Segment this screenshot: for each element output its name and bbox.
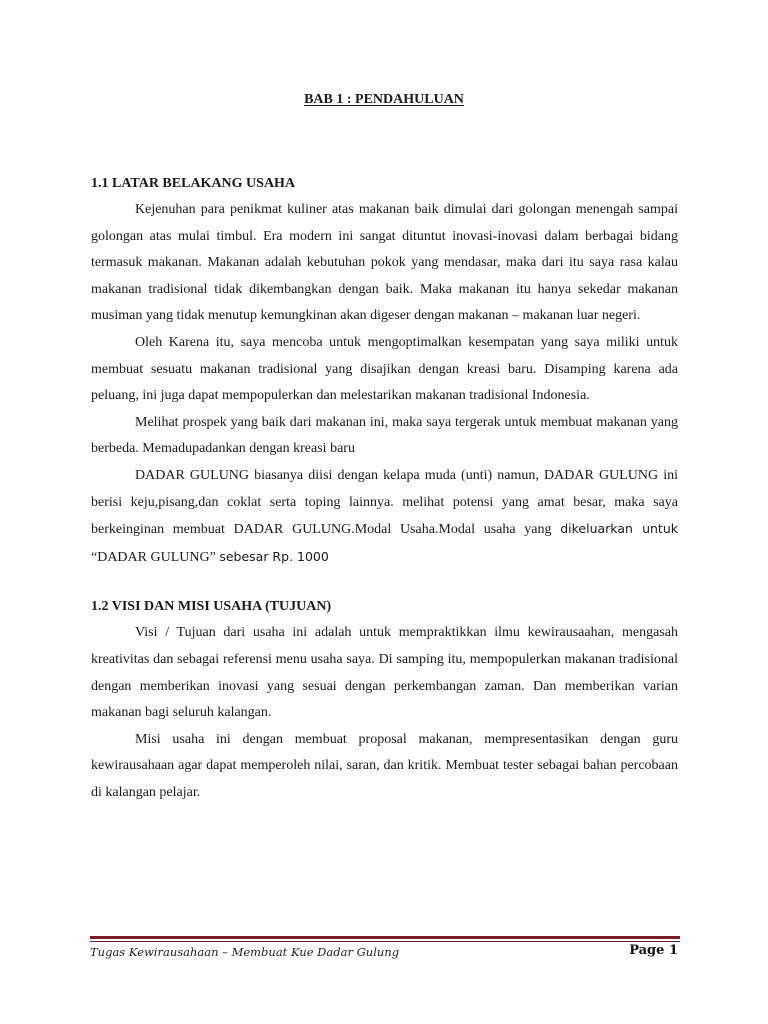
- footer-page-number: Page 1: [629, 943, 678, 958]
- paragraph-text-modal-start: dikeluarkan untuk: [560, 521, 678, 537]
- chapter-title: BAB 1 : PENDAHULUAN: [304, 92, 464, 107]
- paragraph-text-modal-end: sebesar Rp. 1000: [219, 548, 329, 564]
- paragraph: [91, 463, 678, 571]
- paragraph: Kejenuhan para penikmat kuliner atas makanan baik dimulai dari golongan menengah sampai golongan atas mulai timbul. Era modern ini sangat dituntut inovasi-inovasi dalam berbagai bidang termasuk makanan. Makanan adalah kebutuhan pokok yang mendasar, maka dari itu saya rasa kalau makanan tradisional tidak dikembangkan dengan baik. Maka makanan itu hanya sekedar makanan musiman yang tidak menutup kemungkinan akan digeser dengan makanan – makanan luar negeri.: [91, 202, 678, 324]
- paragraph: Melihat prospek yang baik dari makanan ini, maka saya tergerak untuk membuat makanan yang berbeda. Memadupadankan dengan kreasi baru: [91, 414, 678, 457]
- footer-divider-thin: [90, 941, 680, 942]
- paragraph: Oleh Karena itu, saya mencoba untuk mengoptimalkan kesempatan yang saya miliki untuk membuat sesuatu makanan tradisional yang disajikan dengan kreasi baru. Disamping karena ada peluang, ini juga dapat mempopulerkan dan melestarikan makanan tradisional Indonesia.: [91, 334, 678, 404]
- section-title-visi-misi: 1.2 VISI DAN MISI USAHA (TUJUAN): [91, 599, 332, 615]
- section-title-latar-belakang: 1.1 LATAR BELAKANG USAHA: [91, 176, 296, 191]
- document-body: [91, 170, 678, 806]
- paragraph-text: DADAR GULUNG biasanya diisi dengan kelapa muda (unti) namun, DADAR GULUNG ini berisi keju,pisang,dan coklat serta toping lainnya. melihat potensi yang amat besar, maka saya berkeinginan membuat DADAR GULUNG.Modal Usaha.Modal usaha yang: [91, 467, 678, 538]
- footer-divider-thick: [90, 936, 680, 939]
- paragraph: Visi / Tujuan dari usaha ini adalah untuk mempraktikkan ilmu kewirausaahan, mengasah kreativitas dan sebagai referensi menu usaha saya. Di samping itu, mempopulerkan makanan tradisional dengan memberikan inovasi yang sesuai dengan perkembangan zaman. Dan memberikan varian makanan bagi seluruh kalangan.: [91, 625, 678, 721]
- paragraph: Misi usaha ini dengan membuat proposal makanan, mempresentasikan dengan guru kewirausahaan agar dapat memperoleh nilai, saran, dan kritik. Membuat tester sebagai bahan percobaan di kalangan pelajar.: [91, 731, 678, 800]
- footer-document-title: Tugas Kewirausahaan – Membuat Kue Dadar Gulung: [90, 945, 400, 959]
- paragraph-text-quote: “DADAR GULUNG”: [91, 549, 216, 565]
